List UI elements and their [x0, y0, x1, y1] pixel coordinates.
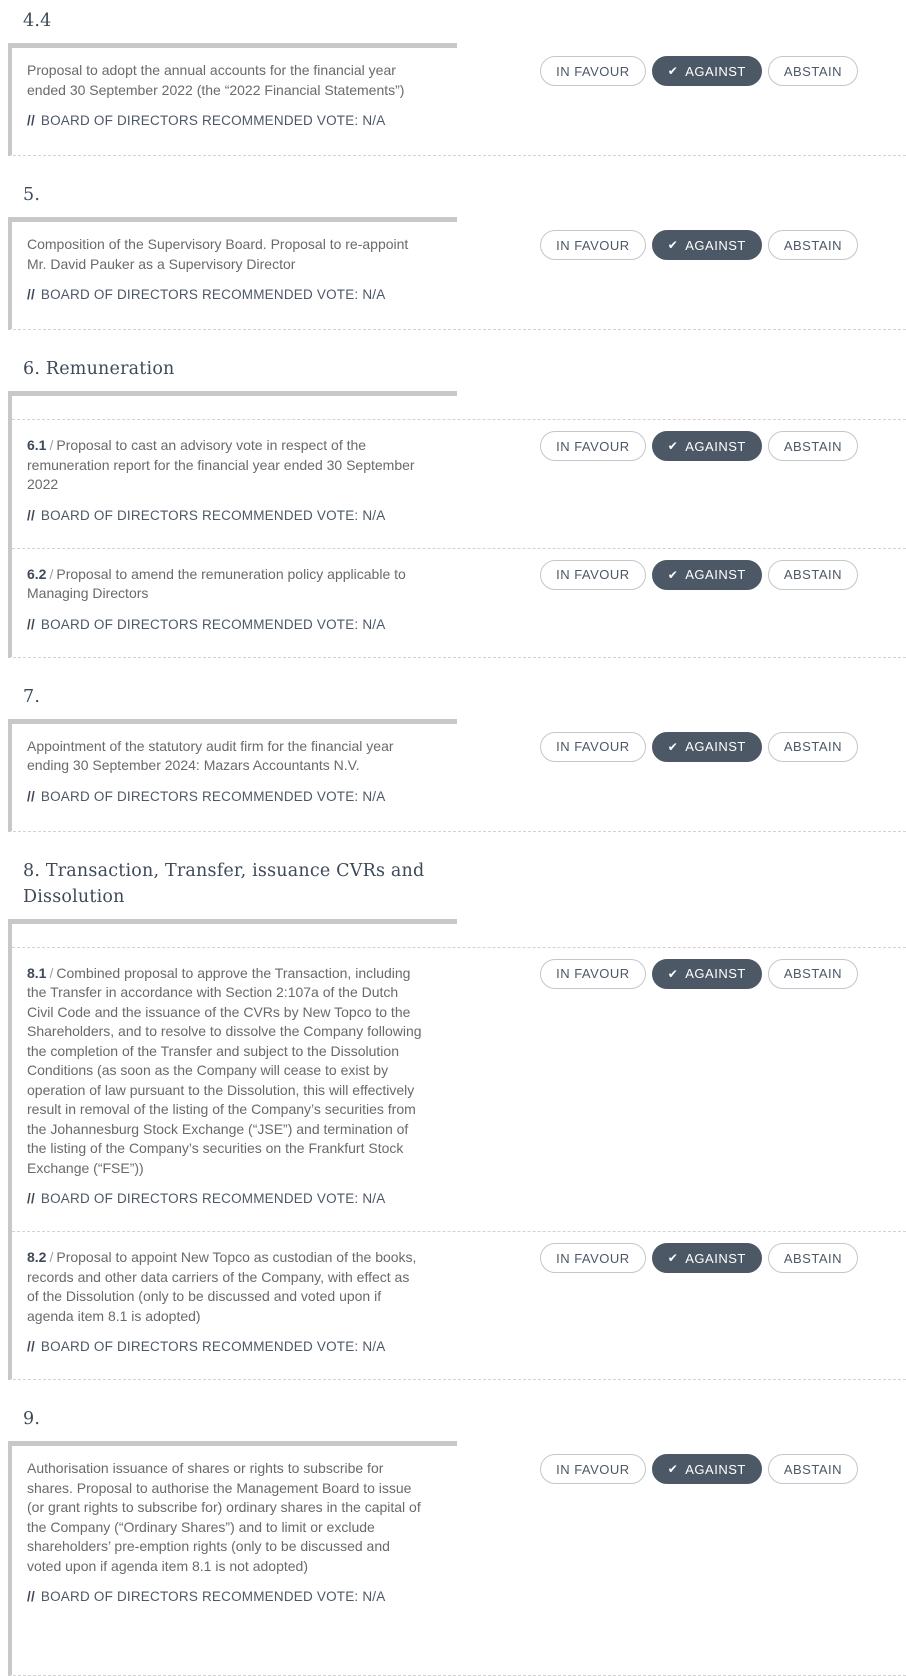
check-icon: ✔	[667, 238, 679, 252]
vote-option-label: IN FAVOUR	[556, 63, 630, 79]
vote-option-label: AGAINST	[685, 966, 746, 981]
recommendation-prefix: //	[27, 1339, 35, 1354]
vote-option-label: ABSTAIN	[783, 1461, 842, 1477]
vote-option-label: ABSTAIN	[783, 739, 842, 754]
recommendation-text: BOARD OF DIRECTORS RECOMMENDED VOTE: N/A	[40, 287, 386, 302]
vote-in-favour-button[interactable]	[540, 56, 646, 86]
vote-in-favour-button[interactable]	[540, 1243, 646, 1273]
vote-option-label: ABSTAIN	[783, 438, 842, 454]
vote-against-button[interactable]	[652, 1454, 762, 1484]
recommendation-prefix: //	[27, 287, 35, 302]
vote-against-button[interactable]	[652, 1243, 762, 1273]
item-number: 6.2	[27, 565, 47, 582]
recommendation-prefix: //	[27, 1191, 35, 1206]
check-icon: ✔	[667, 439, 679, 453]
agenda-section	[0, 1406, 906, 1676]
agenda-item	[12, 548, 906, 657]
recommended-vote-line	[27, 112, 423, 129]
recommendation-text: BOARD OF DIRECTORS RECOMMENDED VOTE: N/A	[40, 113, 386, 128]
agenda-item-text-block	[27, 436, 423, 524]
proposal-description: Proposal to adopt the annual accounts for the financial year ended 30 September 2022 (the “2022 Financial Statements”)	[27, 62, 405, 98]
item-number: 8.2	[27, 1249, 47, 1265]
vote-options	[540, 56, 858, 86]
vote-option-label: ABSTAIN	[783, 1250, 842, 1266]
check-icon: ✔	[667, 739, 679, 754]
vote-options	[540, 1454, 858, 1484]
vote-option-label: ABSTAIN	[783, 237, 842, 253]
vote-against-button[interactable]	[652, 56, 762, 86]
proposal-description: Appointment of the statutory audit firm for the financial year ending 30 September 2024: Mazars Accountants N.V.	[27, 737, 394, 773]
vote-against-button[interactable]	[652, 431, 762, 461]
vote-options	[540, 732, 858, 762]
proposal-description: Proposal to amend the remuneration policy applicable to Managing Directors	[27, 565, 406, 601]
vote-against-button[interactable]	[652, 230, 762, 260]
item-number-separator: /	[49, 1249, 54, 1265]
recommendation-text: BOARD OF DIRECTORS RECOMMENDED VOTE: N/A	[40, 616, 386, 632]
vote-in-favour-button[interactable]	[540, 230, 646, 260]
proposal-description: Proposal to appoint New Topco as custodian of the books, records and other data carriers of the Company, with effect as of the Dissolution (only to be discussed and voted upon if agenda item 8.1 is adopted)	[27, 1249, 417, 1324]
section-card	[8, 719, 906, 832]
vote-option-label: IN FAVOUR	[556, 1461, 630, 1477]
vote-option-label: AGAINST	[685, 567, 746, 582]
proposal-description: Authorisation issuance of shares or rights to subscribe for shares. Proposal to authorise the Management Board to issue (or grant rights to subscribe for) ordinary shares in the capital of the Company (“Ordinary Shares”) and to limit or exclude shareholders’ pre-emption rights (only to be discussed and voted upon if agenda item 8.1 is not adopted)	[27, 1460, 421, 1574]
proposal-description: Proposal to cast an advisory vote in respect of the remuneration report for the financial year ended 30 September 2022	[27, 437, 415, 492]
item-number-separator: /	[49, 565, 54, 582]
vote-abstain-button[interactable]	[768, 1243, 858, 1273]
agenda-item-text-block	[27, 565, 423, 633]
vote-option-label: AGAINST	[685, 63, 746, 79]
proposal-text	[27, 964, 423, 1179]
agenda-item-text-block	[27, 964, 423, 1208]
agenda-item	[12, 947, 906, 1232]
vote-options	[540, 1243, 858, 1273]
vote-option-label: IN FAVOUR	[556, 438, 630, 454]
proposal-text	[27, 1459, 423, 1576]
agenda-item	[12, 222, 906, 329]
proposal-description: Composition of the Supervisory Board. Proposal to re-appoint Mr. David Pauker as a Supervisory Director	[27, 236, 409, 272]
vote-abstain-button[interactable]	[768, 56, 858, 86]
vote-in-favour-button[interactable]	[540, 732, 646, 762]
agenda-item-list	[12, 924, 906, 1380]
proposal-text	[27, 436, 423, 495]
recommendation-prefix: //	[27, 507, 35, 523]
agenda-section	[0, 684, 906, 832]
proposal-text	[27, 61, 423, 100]
recommended-vote-line	[27, 286, 423, 303]
vote-option-label: ABSTAIN	[783, 966, 842, 981]
vote-options	[540, 230, 858, 260]
recommendation-text: BOARD OF DIRECTORS RECOMMENDED VOTE: N/A	[40, 1589, 386, 1604]
recommended-vote-line	[27, 507, 423, 524]
vote-option-label: IN FAVOUR	[556, 1250, 630, 1266]
agenda-item-list	[12, 1446, 906, 1675]
vote-option-label: AGAINST	[685, 1461, 746, 1477]
agenda-item-list	[12, 48, 906, 155]
agenda-section	[0, 182, 906, 330]
section-card	[8, 391, 906, 658]
section-card	[8, 919, 906, 1381]
vote-option-label: ABSTAIN	[783, 567, 842, 582]
recommendation-text: BOARD OF DIRECTORS RECOMMENDED VOTE: N/A	[40, 1339, 386, 1354]
agenda-section	[0, 8, 906, 156]
check-icon: ✔	[667, 966, 679, 981]
vote-options	[540, 431, 858, 461]
proposal-text	[27, 235, 423, 274]
vote-option-label: AGAINST	[685, 237, 746, 253]
item-number: 6.1	[27, 437, 47, 453]
recommendation-prefix: //	[27, 788, 35, 804]
recommendation-text: BOARD OF DIRECTORS RECOMMENDED VOTE: N/A	[40, 1191, 386, 1206]
recommended-vote-line	[27, 1338, 423, 1355]
section-heading: 9.	[23, 1409, 41, 1429]
vote-option-label: ABSTAIN	[783, 63, 842, 79]
recommended-vote-line	[27, 616, 423, 633]
vote-in-favour-button[interactable]	[540, 959, 646, 989]
agenda-item-list	[12, 222, 906, 329]
agenda-item	[12, 48, 906, 155]
recommendation-text: BOARD OF DIRECTORS RECOMMENDED VOTE: N/A	[40, 788, 386, 804]
section-card	[8, 43, 906, 156]
agenda-item-list	[12, 724, 906, 831]
agenda-item	[12, 1231, 906, 1379]
agenda-item-text-block	[27, 61, 423, 129]
agenda-item	[12, 1446, 906, 1675]
proposal-text	[27, 737, 423, 776]
agenda-section	[0, 858, 906, 1381]
proposal-text	[27, 565, 423, 604]
agenda-section	[0, 356, 906, 658]
vote-abstain-button[interactable]	[768, 431, 858, 461]
recommended-vote-line	[27, 1190, 423, 1207]
agenda-item	[12, 419, 906, 548]
recommendation-prefix: //	[27, 1589, 35, 1604]
check-icon: ✔	[667, 567, 679, 582]
section-card	[8, 217, 906, 330]
agenda-item-text-block	[27, 235, 423, 303]
vote-options	[540, 959, 858, 989]
recommendation-prefix: //	[27, 616, 35, 632]
section-heading: 4.4	[23, 11, 52, 31]
vote-option-label: IN FAVOUR	[556, 739, 630, 754]
recommendation-text: BOARD OF DIRECTORS RECOMMENDED VOTE: N/A	[40, 507, 386, 523]
check-icon: ✔	[667, 64, 679, 78]
agenda-item	[12, 724, 906, 831]
item-number: 8.1	[27, 964, 47, 981]
vote-options	[540, 560, 858, 590]
vote-option-label: IN FAVOUR	[556, 567, 630, 582]
vote-option-label: AGAINST	[685, 739, 746, 754]
check-icon: ✔	[667, 1251, 679, 1265]
vote-in-favour-button[interactable]	[540, 560, 646, 590]
agenda-item-text-block	[27, 737, 423, 805]
check-icon: ✔	[667, 1462, 679, 1476]
vote-option-label: AGAINST	[685, 438, 746, 454]
vote-against-button[interactable]	[652, 959, 762, 989]
section-heading: 8. Transaction, Transfer, issuance CVRs and Dissolution	[23, 860, 425, 907]
proposal-description: Combined proposal to approve the Transaction, including the Transfer in accordance with Section 2:107a of the Dutch Civil Code and the issuance of the CVRs by New Topco to the Shareholders, and to resolve to dissolve the Company following the completion of the Transfer and subject to the Dissolution Conditions (as soon as the Company will cease to exist by operation of law pursuant to the Dissolution, this will effectively result in removal of the listing of the Company’s securities from the Johannesburg Stock Exchange (“JSE”) and termination of the listing of the Company’s securities on the Frankfurt Stock Exchange (“FSE”))	[27, 964, 422, 1176]
section-card	[8, 1441, 906, 1676]
agenda-item-list	[12, 396, 906, 657]
proposal-text	[27, 1248, 423, 1326]
vote-abstain-button[interactable]	[768, 560, 858, 590]
recommendation-prefix: //	[27, 113, 35, 128]
vote-in-favour-button[interactable]	[540, 431, 646, 461]
vote-against-button[interactable]	[652, 560, 762, 590]
vote-against-button[interactable]	[652, 732, 762, 762]
section-heading: 5.	[23, 185, 41, 205]
vote-abstain-button[interactable]	[768, 959, 858, 989]
section-heading: 6. Remuneration	[23, 359, 175, 379]
agenda-item-text-block	[27, 1459, 423, 1605]
item-number-separator: /	[49, 437, 54, 453]
vote-abstain-button[interactable]	[768, 732, 858, 762]
section-heading: 7.	[23, 686, 41, 707]
vote-option-label: IN FAVOUR	[556, 966, 630, 981]
recommended-vote-line	[27, 788, 423, 805]
vote-option-label: AGAINST	[685, 1250, 746, 1266]
vote-abstain-button[interactable]	[768, 1454, 858, 1484]
vote-abstain-button[interactable]	[768, 230, 858, 260]
agenda-sections-container	[0, 8, 906, 1676]
vote-in-favour-button[interactable]	[540, 1454, 646, 1484]
vote-option-label: IN FAVOUR	[556, 237, 630, 253]
recommended-vote-line	[27, 1588, 423, 1605]
agenda-item-text-block	[27, 1248, 423, 1355]
item-number-separator: /	[49, 964, 54, 981]
